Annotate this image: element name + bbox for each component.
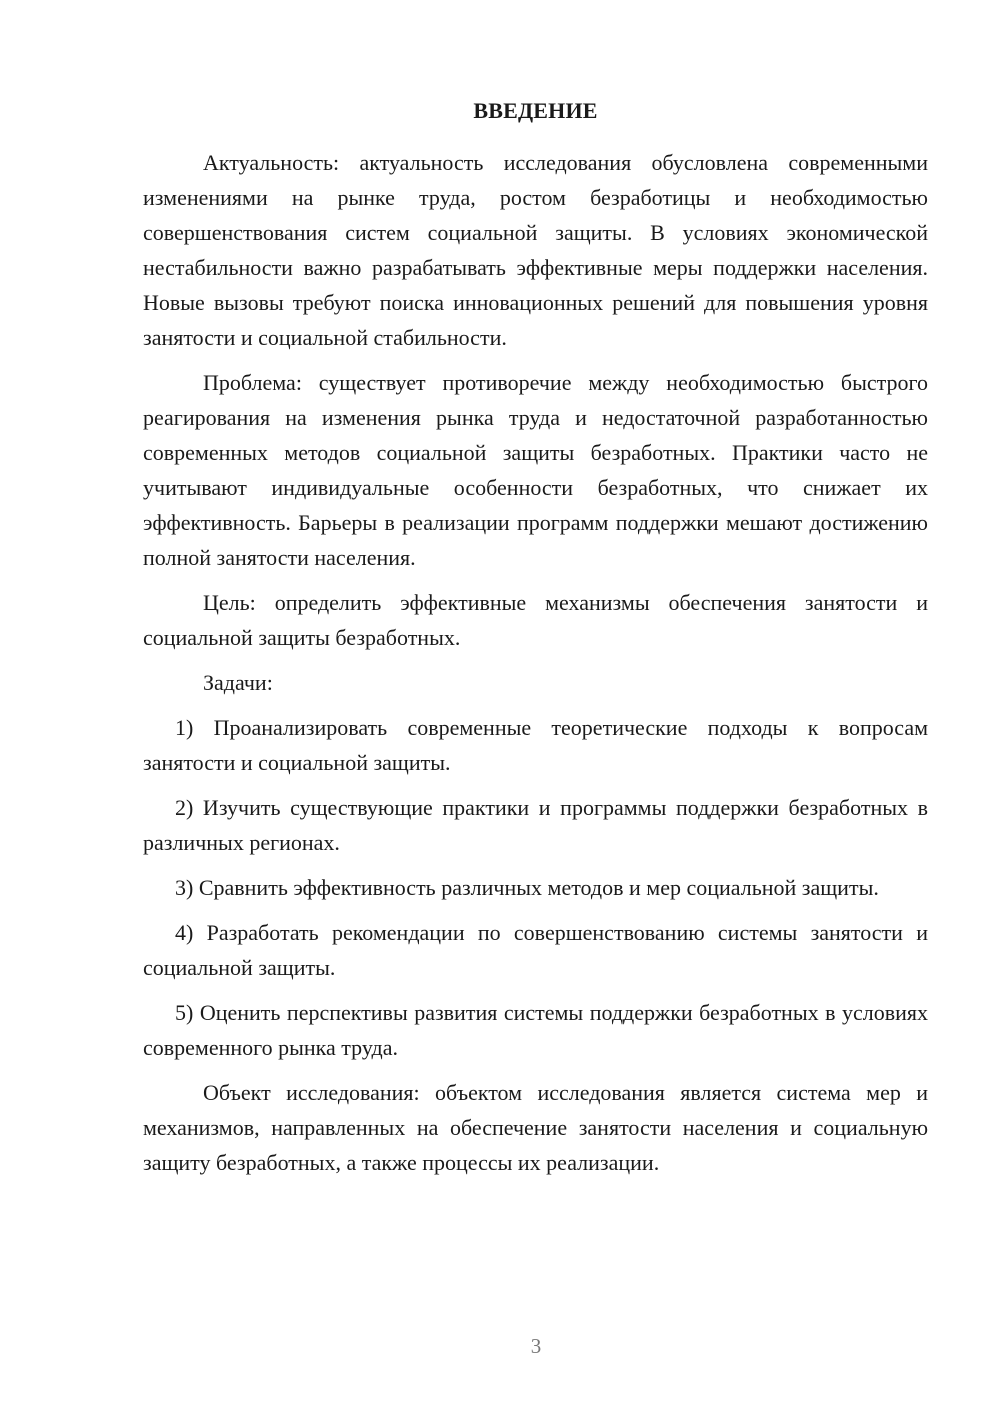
task-item-1: 1) Проанализировать современные теоретические подходы к вопросам занятости и социальной защиты. (143, 715, 928, 775)
page-content (143, 96, 928, 1190)
tasks-heading: Задачи: (203, 670, 273, 695)
page-number: 3 (530, 1334, 542, 1358)
task-item-5: 5) Оценить перспективы развития системы поддержки безработных в условиях современного рынка труда. (143, 1000, 928, 1060)
task-item-3: 3) Сравнить эффективность различных методов и мер социальной защиты. (175, 875, 879, 900)
task-item-2: 2) Изучить существующие практики и программы поддержки безработных в различных регионах. (143, 795, 928, 855)
paragraph-object: Объект исследования: объектом исследования является система мер и механизмов, направленных на обеспечение занятости населения и социальную защиту безработных, а также процессы их реализации. (143, 1080, 928, 1175)
paragraph-goal: Цель: определить эффективные механизмы обеспечения занятости и социальной защиты безработных. (143, 590, 928, 650)
task-item-4: 4) Разработать рекомендации по совершенствованию системы занятости и социальной защиты. (143, 920, 928, 980)
paragraph-relevance: Актуальность: актуальность исследования обусловлена современными изменениями на рынке труда, ростом безработицы и необходимостью совершенствования систем социальной защиты. В условиях экономической нестабильности важно разрабатывать эффективные меры поддержки населения. Новые вызовы требуют поиска инновационных решений для повышения уровня занятости и социальной стабильности. (143, 150, 928, 350)
section-title: ВВЕДЕНИЕ (473, 98, 598, 123)
paragraph-problem: Проблема: существует противоречие между необходимостью быстрого реагирования на изменения рынка труда и недостаточной разработанностью современных методов социальной защиты безработных. Практики часто не учитывают индивидуальные особенности безработных, что снижает их эффективность. Барьеры в реализации программ поддержки мешают достижению полной занятости населения. (143, 370, 928, 570)
